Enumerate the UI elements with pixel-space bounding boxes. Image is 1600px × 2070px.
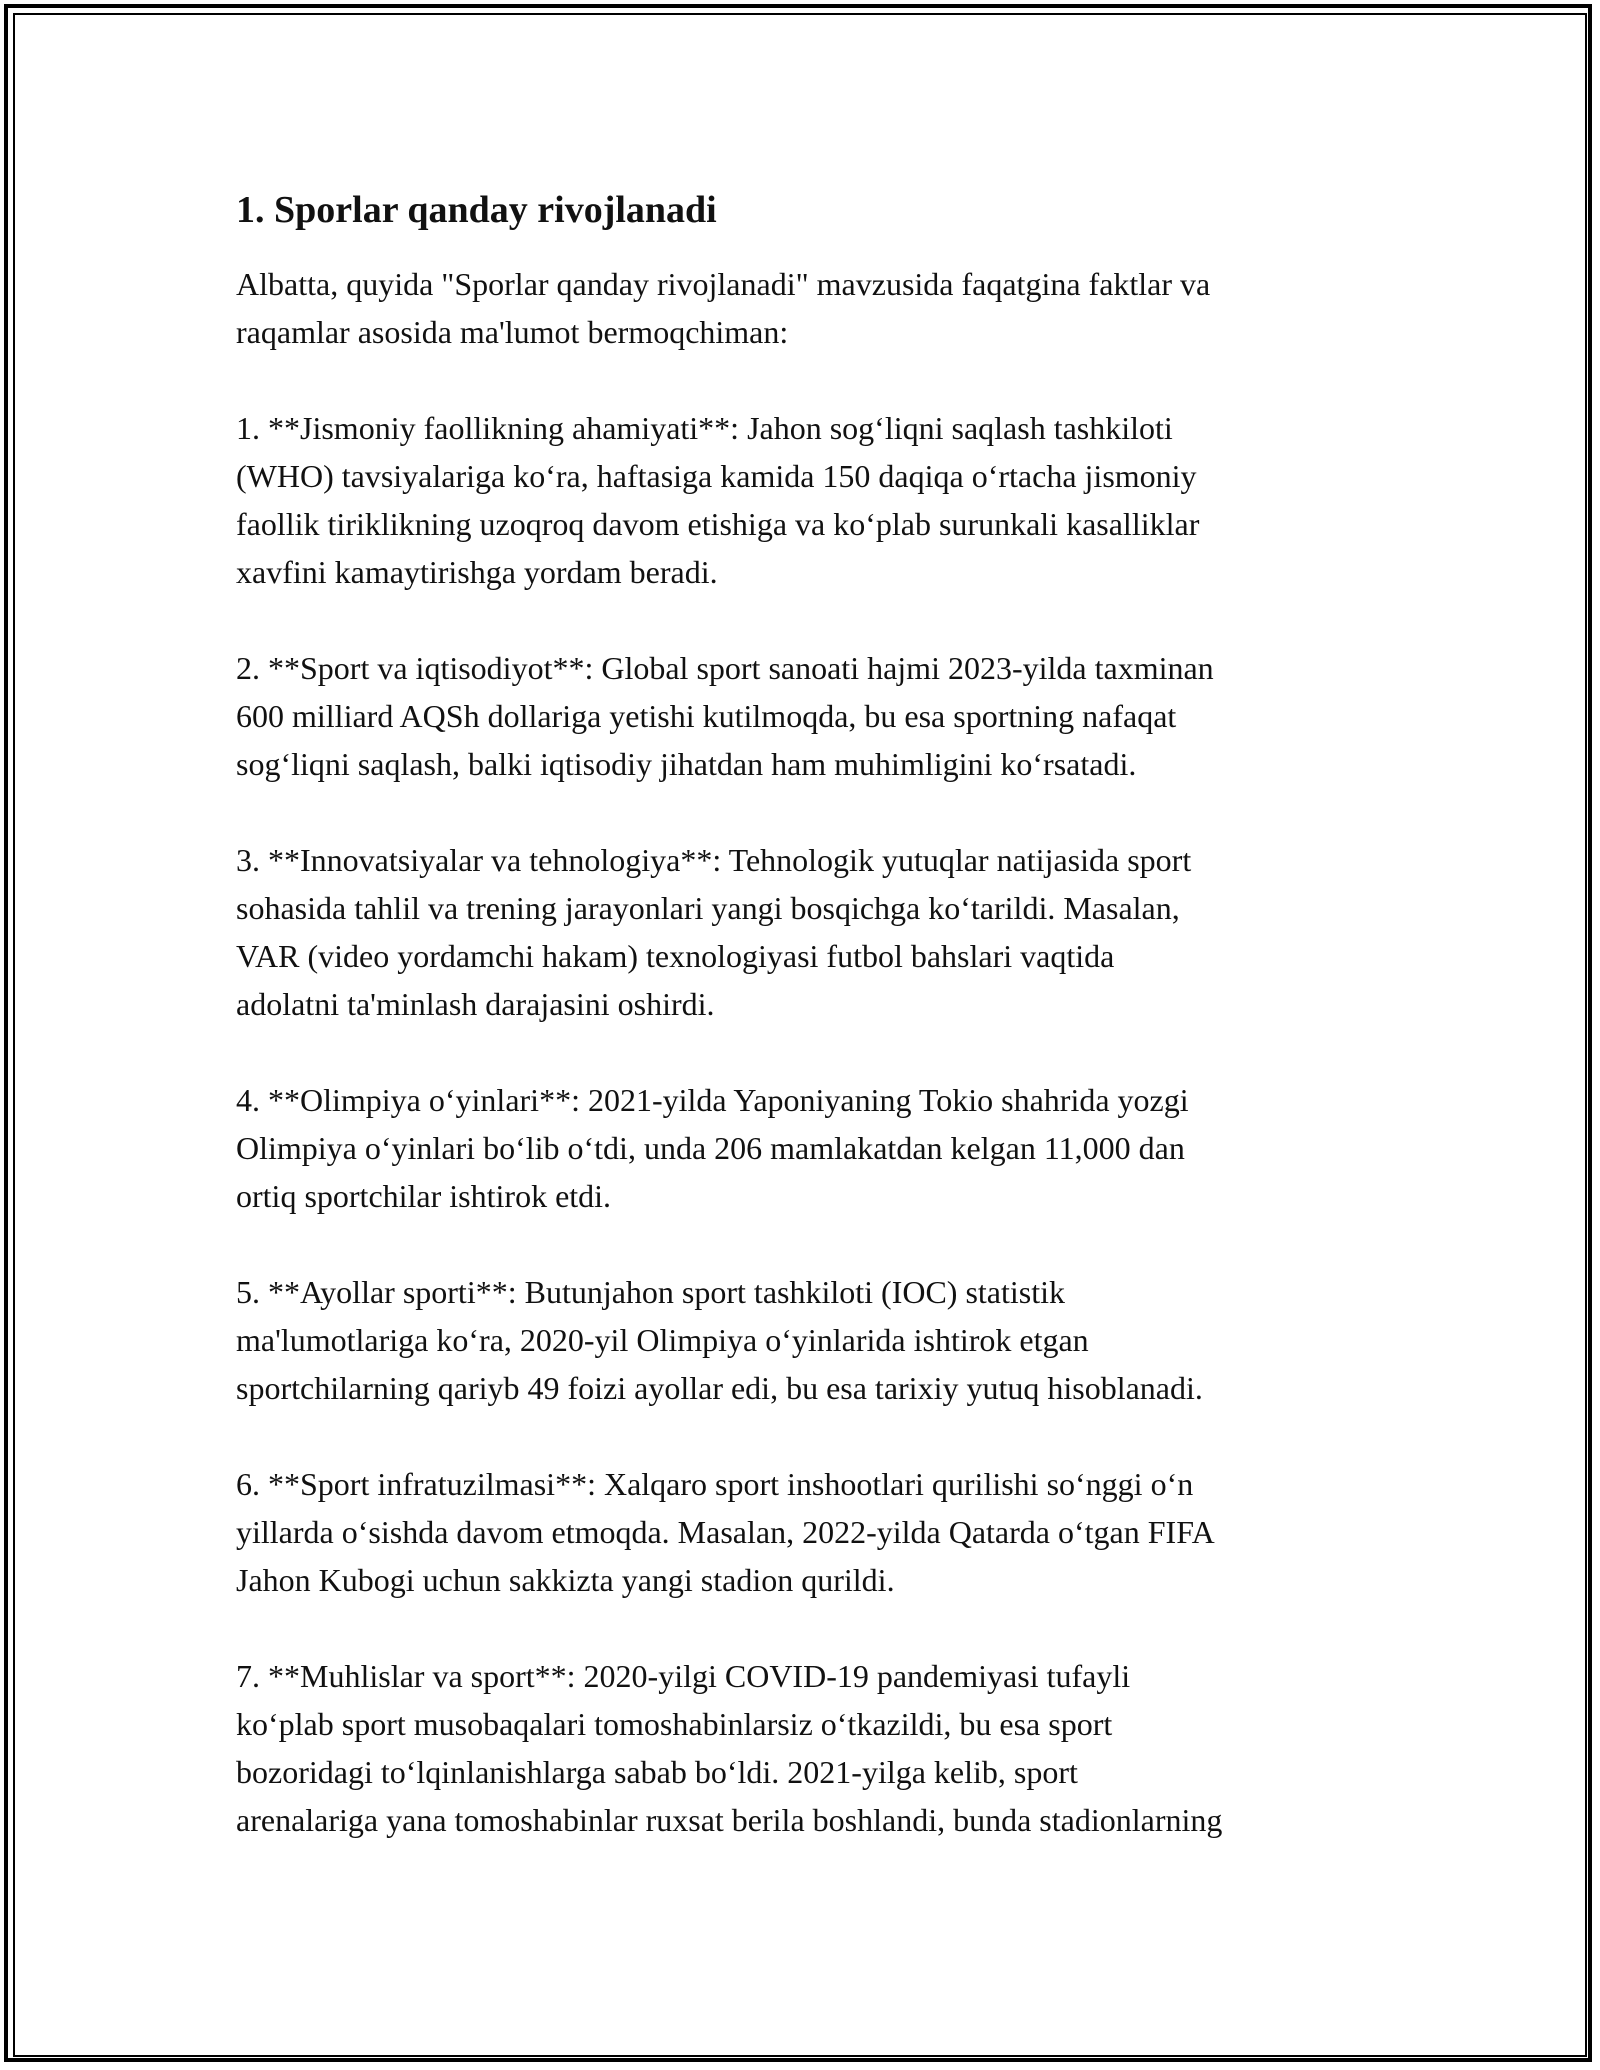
paragraph-women-sport: 5. **Ayollar sporti**: Butunjahon sport tashkiloti (IOC) statistik ma'lumotlariga ko‘ra, 2020-yil Olimpiya o‘yinlarida ishtirok etgan sportchilarning qariyb 49 foizi ayollar edi, bu esa tarixiy yutuq hisoblanadi. xyxy=(236,1274,1203,1406)
paragraph-fans-sport: 7. **Muhlislar va sport**: 2020-yilgi COVID-19 pandemiyasi tufayli ko‘plab sport musobaqalari tomoshabinlarsiz o‘tkazildi, bu esa sport bozoridagi to‘lqinlanishlarga sabab bo‘ldi. 2021-yilga kelib, sport arenalariga yana tomoshabinlar ruxsat berila boshlandi, bunda stadionlarning xyxy=(236,1658,1223,1838)
document-title: 1. Sporlar qanday rivojlanadi xyxy=(236,189,717,231)
paragraph-innovation-technology: 3. **Innovatsiyalar va tehnologiya**: Tehnologik yutuqlar natijasida sport sohasida tahlil va trening jarayonlari yangi bosqichga ko‘tarildi. Masalan, VAR (video yordamchi hakam) texnologiyasi futbol bahslari vaqtida adolatni ta'minlash darajasini oshirdi. xyxy=(236,842,1192,1022)
intro-paragraph: Albatta, quyida "Sporlar qanday rivojlanadi" mavzusida faqatgina faktlar va raqamlar asosida ma'lumot bermoqchiman: xyxy=(236,266,1211,350)
paragraph-olympic-games: 4. **Olimpiya o‘yinlari**: 2021-yilda Yaponiyaning Tokio shahrida yozgi Olimpiya o‘yinlari bo‘lib o‘tdi, unda 206 mamlakatdan kelgan 11,000 dan ortiq sportchilar ishtirok etdi. xyxy=(236,1082,1189,1214)
paragraph-sport-infrastructure: 6. **Sport infratuzilmasi**: Xalqaro sport inshootlari qurilishi so‘nggi o‘n yillarda o‘sishda davom etmoqda. Masalan, 2022-yilda Qatarda o‘tgan FIFA Jahon Kubogi uchun sakkizta yangi stadion qurildi. xyxy=(236,1466,1215,1598)
paragraph-sport-economy: 2. **Sport va iqtisodiyot**: Global sport sanoati hajmi 2023-yilda taxminan 600 milliard AQSh dollariga yetishi kutilmoqda, bu esa sportning nafaqat sog‘liqni saqlash, balki iqtisodiy jihatdan ham muhimligini ko‘rsatadi. xyxy=(236,650,1214,782)
document-body xyxy=(236,186,1376,1892)
paragraph-physical-activity: 1. **Jismoniy faollikning ahamiyati**: Jahon sog‘liqni saqlash tashkiloti (WHO) tavsiyalariga ko‘ra, haftasiga kamida 150 daqiqa o‘rtacha jismoniy faollik tiriklikning uzoqroq davom etishiga va ko‘plab surunkali kasalliklar xavfini kamaytirishga yordam beradi. xyxy=(236,410,1200,590)
